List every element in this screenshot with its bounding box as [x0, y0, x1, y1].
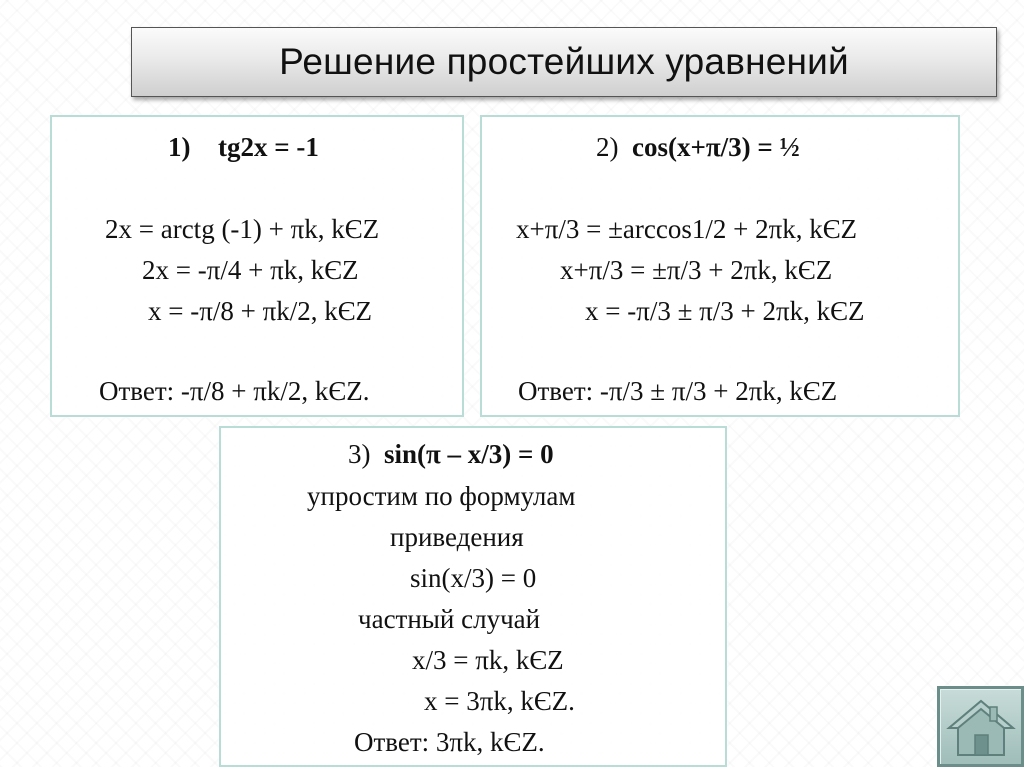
- problem-2-step-1: x+π/3 = ±arccos1/2 + 2πk, kЄZ: [516, 214, 858, 244]
- slide-title-bar: [131, 27, 997, 97]
- problem-1-step-3: x = -π/8 + πk/2, kЄZ: [148, 296, 373, 326]
- problem-2-equation: cos(x+π/3) = ½: [632, 132, 800, 162]
- problem-3-line-1: упростим по формулам: [307, 481, 576, 511]
- problem-3-number: 3): [348, 439, 371, 469]
- problem-3-equation: sin(π – x/3) = 0: [384, 439, 554, 469]
- problem-3-line-3: sin(x/3) = 0: [410, 563, 537, 593]
- problem-1-answer: Ответ: -π/8 + πk/2, kЄZ.: [99, 376, 370, 406]
- home-button[interactable]: [937, 686, 1024, 767]
- problem-3-line-2: приведения: [390, 522, 524, 552]
- problem-3-line-6: x = 3πk, kЄZ.: [424, 686, 575, 716]
- slide-title: Решение простейших уравнений: [279, 41, 849, 82]
- problem-2-number: 2): [596, 132, 619, 162]
- problem-3-line-4: частный случай: [358, 604, 541, 634]
- problem-2-step-2: x+π/3 = ±π/3 + 2πk, kЄZ: [560, 255, 833, 285]
- problem-3-line-5: x/3 = πk, kЄZ: [412, 645, 564, 675]
- problem-1-step-1: 2x = arctg (-1) + πk, kЄZ: [105, 214, 380, 244]
- problem-3-answer: Ответ: 3πk, kЄZ.: [354, 727, 545, 757]
- problem-1-step-2: 2x = -π/4 + πk, kЄZ: [142, 255, 359, 285]
- problem-1-equation: tg2x = -1: [218, 132, 319, 162]
- home-icon: [946, 697, 1016, 759]
- problem-2-answer: Ответ: -π/3 ± π/3 + 2πk, kЄZ: [518, 376, 838, 406]
- problem-1-number: 1): [168, 132, 191, 162]
- problem-2-step-3: x = -π/3 ± π/3 + 2πk, kЄZ: [585, 296, 865, 326]
